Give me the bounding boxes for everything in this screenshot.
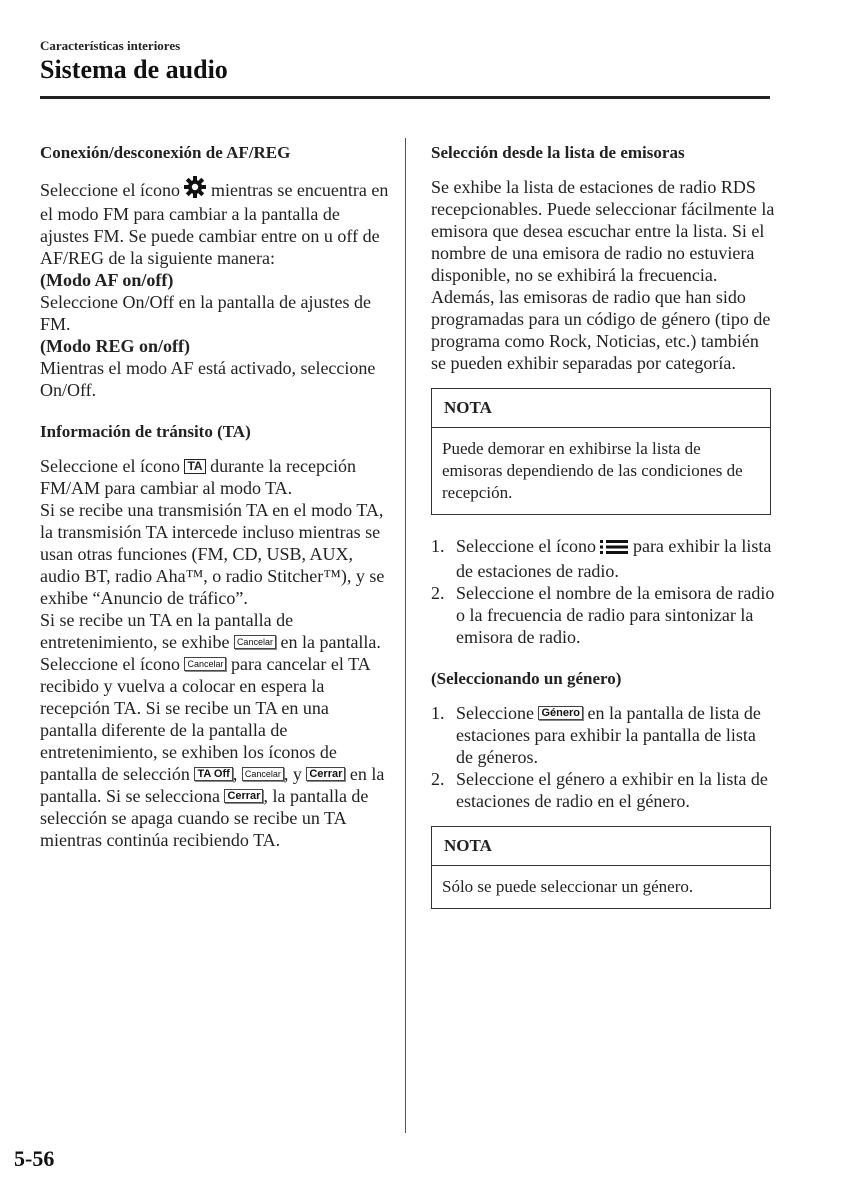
list-item: 1. Seleccione Género en la pantalla de lista de estaciones para exhibir la pantalla de lista de géneros. — [431, 703, 761, 767]
station-list-paragraph: Se exhibe la lista de estaciones de radio RDS recepcionables. Puede seleccionar fácilmente la emisora que desea escuchar entre la lista. Si el nombre de una emisora de radio no estuviera disponible, no se exhibirá la frecuencia. Además, las emisoras de radio que han sido programadas para un código de género (tipo de programa como Rock, Noticias, etc.) también se pueden exhibir separadas por categoría. — [431, 177, 775, 373]
column-divider — [405, 138, 406, 1133]
ta-icon: TA — [184, 459, 205, 474]
ta-off-button-icon: TA Off — [194, 767, 232, 781]
af-reg-heading: Conexión/desconexión de AF/REG — [40, 143, 291, 162]
page-number: 5-56 — [14, 1146, 55, 1171]
cancel-button-icon: Cancelar — [242, 767, 284, 781]
note-heading: NOTA — [432, 389, 770, 428]
close-button-icon: Cerrar — [224, 789, 263, 803]
list-icon — [600, 538, 628, 560]
close-button-icon: Cerrar — [306, 767, 345, 781]
note-body: Sólo se puede seleccionar un género. — [442, 877, 694, 896]
ta-paragraph-2: Si se recibe una transmisión TA en el modo TA, la transmisión TA intercede incluso mientras se usan otras funciones (FM, CD, USB, AUX, audio BT, radio Aha™, o radio Stitcher™), y se exhibe “Anuncio de tráfico”. — [40, 500, 385, 608]
cancel-button-icon: Cancelar — [184, 657, 226, 671]
right-column — [431, 142, 776, 909]
genre-steps — [431, 702, 776, 812]
station-list-heading: Selección desde la lista de emisoras — [431, 143, 685, 162]
genre-heading: (Seleccionando un género) — [431, 669, 622, 688]
mode-reg-label: (Modo REG on/off) — [40, 336, 190, 356]
header-rule — [40, 96, 770, 99]
note-box — [431, 826, 771, 909]
list-item: 2. Seleccione el género a exhibir en la lista de estaciones de radio en el género. — [431, 769, 768, 811]
station-steps — [431, 535, 776, 648]
gear-icon — [184, 176, 206, 203]
af-reg-paragraph: Seleccione el ícono mientras se encuentra en el modo FM para cambiar a la pantalla de ajustes FM. Se puede cambiar entre on u off de AF/REG de la siguiente manera: — [40, 176, 390, 269]
genre-button-icon: Género — [538, 706, 583, 720]
list-item: 2. Seleccione el nombre de la emisora de radio o la frecuencia de radio para sintonizar la emisora de radio. — [431, 583, 775, 647]
mode-af-text: Seleccione On/Off en la pantalla de ajustes de FM. — [40, 292, 372, 334]
ta-paragraph-3: Si se recibe un TA en la pantalla de entretenimiento, se exhibe Cancelar en la pantalla. Seleccione el ícono Cancelar para cancelar el TA recibido y vuelva a colocar en espera la recepción TA. Si se recibe un TA en una pantalla diferente de la pantalla de entretenimiento, se exhiben los íconos de pantalla de selección TA Off , Cancelar , y Cerrar en la pantalla. Si se selecciona Cerrar , la pantalla de selección se apaga cuando se recibe un TA mientras continúa recibiendo TA. — [40, 610, 385, 850]
left-column — [40, 142, 390, 851]
note-box — [431, 388, 771, 515]
ta-paragraph-1: Seleccione el ícono TA durante la recepción FM/AM para cambiar al modo TA. — [40, 456, 356, 498]
page-title: Sistema de audio — [40, 55, 228, 84]
mode-reg-text: Mientras el modo AF está activado, seleccione On/Off. — [40, 358, 376, 400]
mode-af-label: (Modo AF on/off) — [40, 270, 174, 290]
section-label: Características interiores — [40, 38, 181, 53]
note-body: Puede demorar en exhibirse la lista de emisoras dependiendo de las condiciones de recepción. — [442, 439, 743, 502]
cancel-button-icon: Cancelar — [234, 635, 276, 649]
ta-heading: Información de tránsito (TA) — [40, 422, 251, 441]
list-item: 1. Seleccione el ícono para exhibir la lista de estaciones de radio. — [431, 536, 772, 581]
note-heading: NOTA — [432, 827, 770, 866]
